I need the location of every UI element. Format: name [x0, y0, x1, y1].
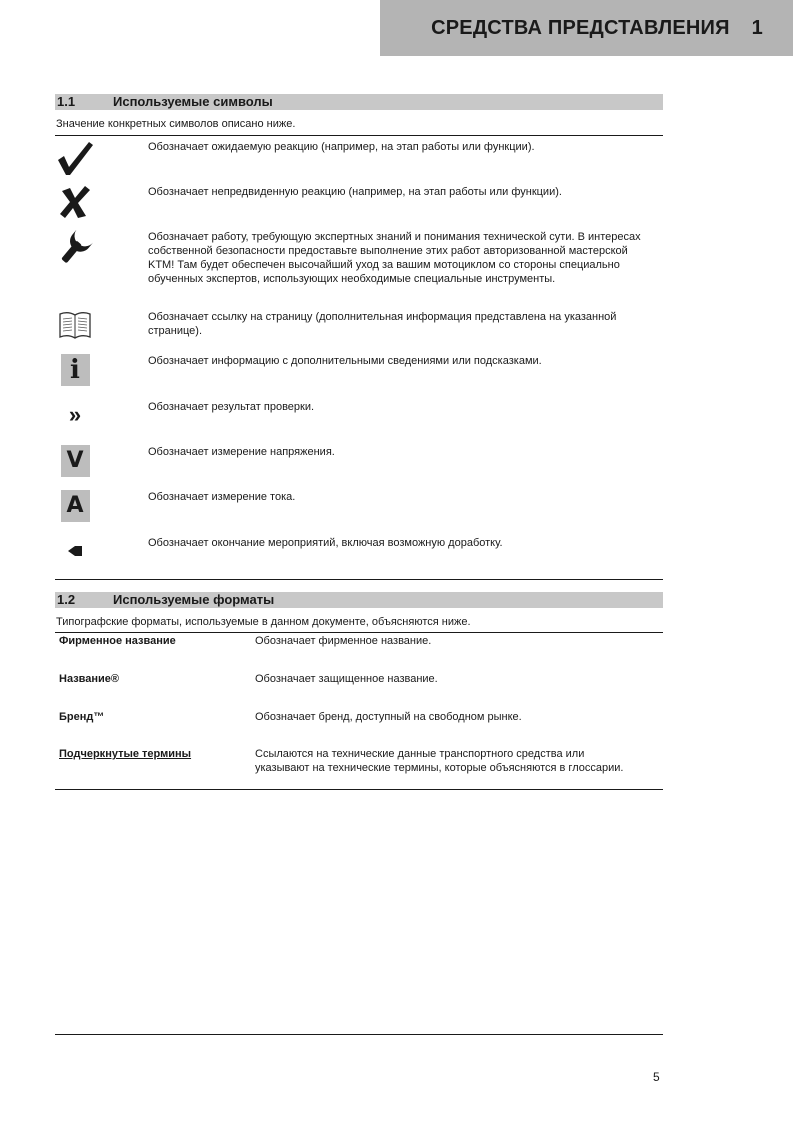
page-number: 5: [653, 1070, 660, 1084]
symbol-description: Обозначает информацию с дополнительными сведениями или подсказками.: [148, 355, 542, 367]
current-glyph: A: [61, 490, 90, 522]
format-definition: Обозначает фирменное название.: [255, 635, 432, 647]
cross-icon: [55, 185, 95, 225]
symbol-description: Обозначает непредвиденную реакцию (например, на этап работы или функции).: [148, 186, 562, 198]
symbol-description: Обозначает окончание мероприятий, включая возможную доработку.: [148, 537, 503, 549]
symbol-description: Обозначает ссылку на страницу (дополнительная информация представлена на указанной странице).: [148, 311, 617, 337]
chapter-number: 1: [751, 16, 763, 39]
wrench-icon: [55, 230, 95, 270]
section-title: Используемые символы: [113, 94, 273, 109]
symbol-description: Обозначает результат проверки.: [148, 401, 315, 413]
section-number: 1.1: [57, 94, 76, 109]
format-definition: Ссылаются на технические данные транспортного средства или указывают на технические термины, которые объясняются в глоссарии.: [255, 748, 624, 774]
chapter-title: СРЕДСТВА ПРЕДСТАВЛЕНИЯ: [431, 16, 730, 39]
voltage-glyph: V: [61, 445, 90, 477]
divider: [55, 579, 663, 580]
symbol-description: Обозначает работу, требующую экспертных знаний и понимания технической сути. В интересах собственной безопасности предоставьте выполнение этих работ авторизованной мастерской KTM! Там будет обеспечен высочайший уход за вашим мотоциклом со стороны специально обученных экспертов, использующих необходимые специальные инструменты.: [148, 231, 641, 285]
section-heading-formats: [55, 592, 663, 608]
footer-divider: [55, 1034, 663, 1035]
format-term: Бренд™: [59, 711, 105, 723]
section-intro: Значение конкретных символов описано ниже.: [56, 118, 296, 130]
section-number: 1.2: [57, 592, 76, 607]
format-term: Название®: [59, 673, 120, 685]
info-icon: [55, 354, 95, 394]
book-icon: [55, 310, 95, 350]
section-title: Используемые форматы: [113, 592, 275, 607]
current-icon: [55, 490, 95, 530]
divider: [55, 632, 663, 633]
chevron-glyph: »: [68, 402, 82, 427]
info-glyph: i: [61, 354, 90, 386]
section-intro: Типографские форматы, используемые в данном документе, объясняются ниже.: [56, 616, 471, 628]
format-definition: Обозначает защищенное название.: [255, 673, 438, 685]
symbol-description: Обозначает ожидаемую реакцию (например, на этап работы или функции).: [148, 141, 535, 153]
section-heading-symbols: [55, 94, 663, 110]
symbol-description: Обозначает измерение напряжения.: [148, 446, 335, 458]
format-term: Подчеркнутые термины: [59, 748, 192, 760]
chapter-header: [380, 0, 793, 56]
divider: [55, 135, 663, 136]
format-definition: Обозначает бренд, доступный на свободном рынке.: [255, 711, 522, 723]
end-marker-icon: [55, 536, 95, 576]
double-chevron-icon: [55, 400, 95, 440]
format-term: Фирменное название: [59, 635, 176, 647]
voltage-icon: [55, 445, 95, 485]
divider: [55, 789, 663, 790]
symbol-description: Обозначает измерение тока.: [148, 491, 296, 503]
checkmark-icon: [55, 140, 95, 180]
